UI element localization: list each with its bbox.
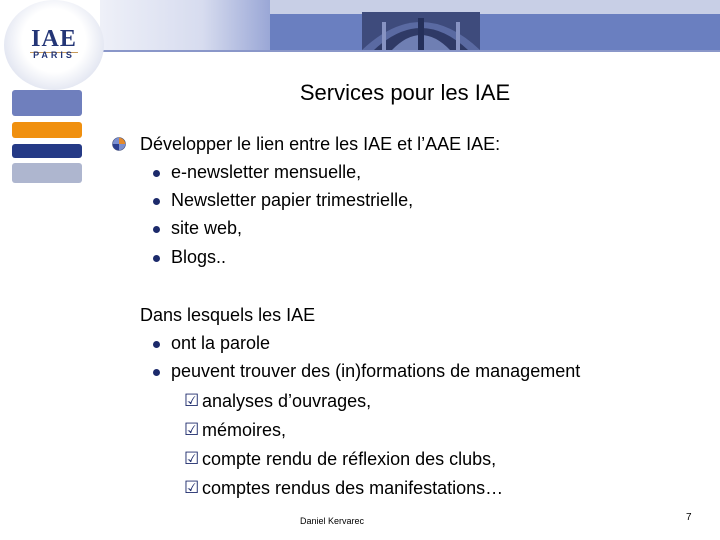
header-divider <box>100 50 720 52</box>
second-heading: Dans lesquels les IAE <box>140 305 316 325</box>
check-item: compte rendu de réflexion des clubs, <box>202 449 497 469</box>
main-bullet-text: Développer le lien entre les IAE et l’AAE IAE: <box>140 134 501 154</box>
dot-bullet-icon <box>153 255 160 262</box>
list-item: site web, <box>171 218 243 238</box>
header-photo <box>362 12 480 50</box>
dot-bullet-icon <box>153 369 160 376</box>
check-item: analyses d’ouvrages, <box>202 391 372 411</box>
side-block-orange <box>12 122 82 138</box>
header-band-gradient <box>100 0 270 50</box>
list-item: e-newsletter mensuelle, <box>171 162 362 182</box>
dot-bullet-icon <box>153 341 160 348</box>
globe-bullet-icon <box>112 137 126 151</box>
checkbox-checked-icon: ☑ <box>184 420 200 439</box>
check-item: mémoires, <box>202 420 287 440</box>
side-block-navy <box>12 144 82 158</box>
dot-bullet-icon <box>153 226 160 233</box>
logo-text: IAE <box>31 26 77 52</box>
list-item: Newsletter papier trimestrielle, <box>171 190 414 210</box>
list-item: peuvent trouver des (in)formations de management <box>171 361 581 381</box>
dome-image-icon <box>362 12 480 50</box>
side-block-blue <box>12 90 82 116</box>
logo-subtext: PARIS <box>33 50 75 60</box>
list-item: ont la parole <box>171 333 271 353</box>
checkbox-checked-icon: ☑ <box>184 391 200 410</box>
checkbox-checked-icon: ☑ <box>184 449 200 468</box>
dot-bullet-icon <box>153 198 160 205</box>
slide-title: Services pour les IAE <box>299 80 511 105</box>
page-number: 7 <box>686 512 692 523</box>
side-block-grey <box>12 163 82 183</box>
list-item: Blogs.. <box>171 247 227 267</box>
check-item: comptes rendus des manifestations… <box>202 478 504 498</box>
dot-bullet-icon <box>153 170 160 177</box>
footer-author: Daniel Kervarec <box>300 516 365 526</box>
checkbox-checked-icon: ☑ <box>184 478 200 497</box>
